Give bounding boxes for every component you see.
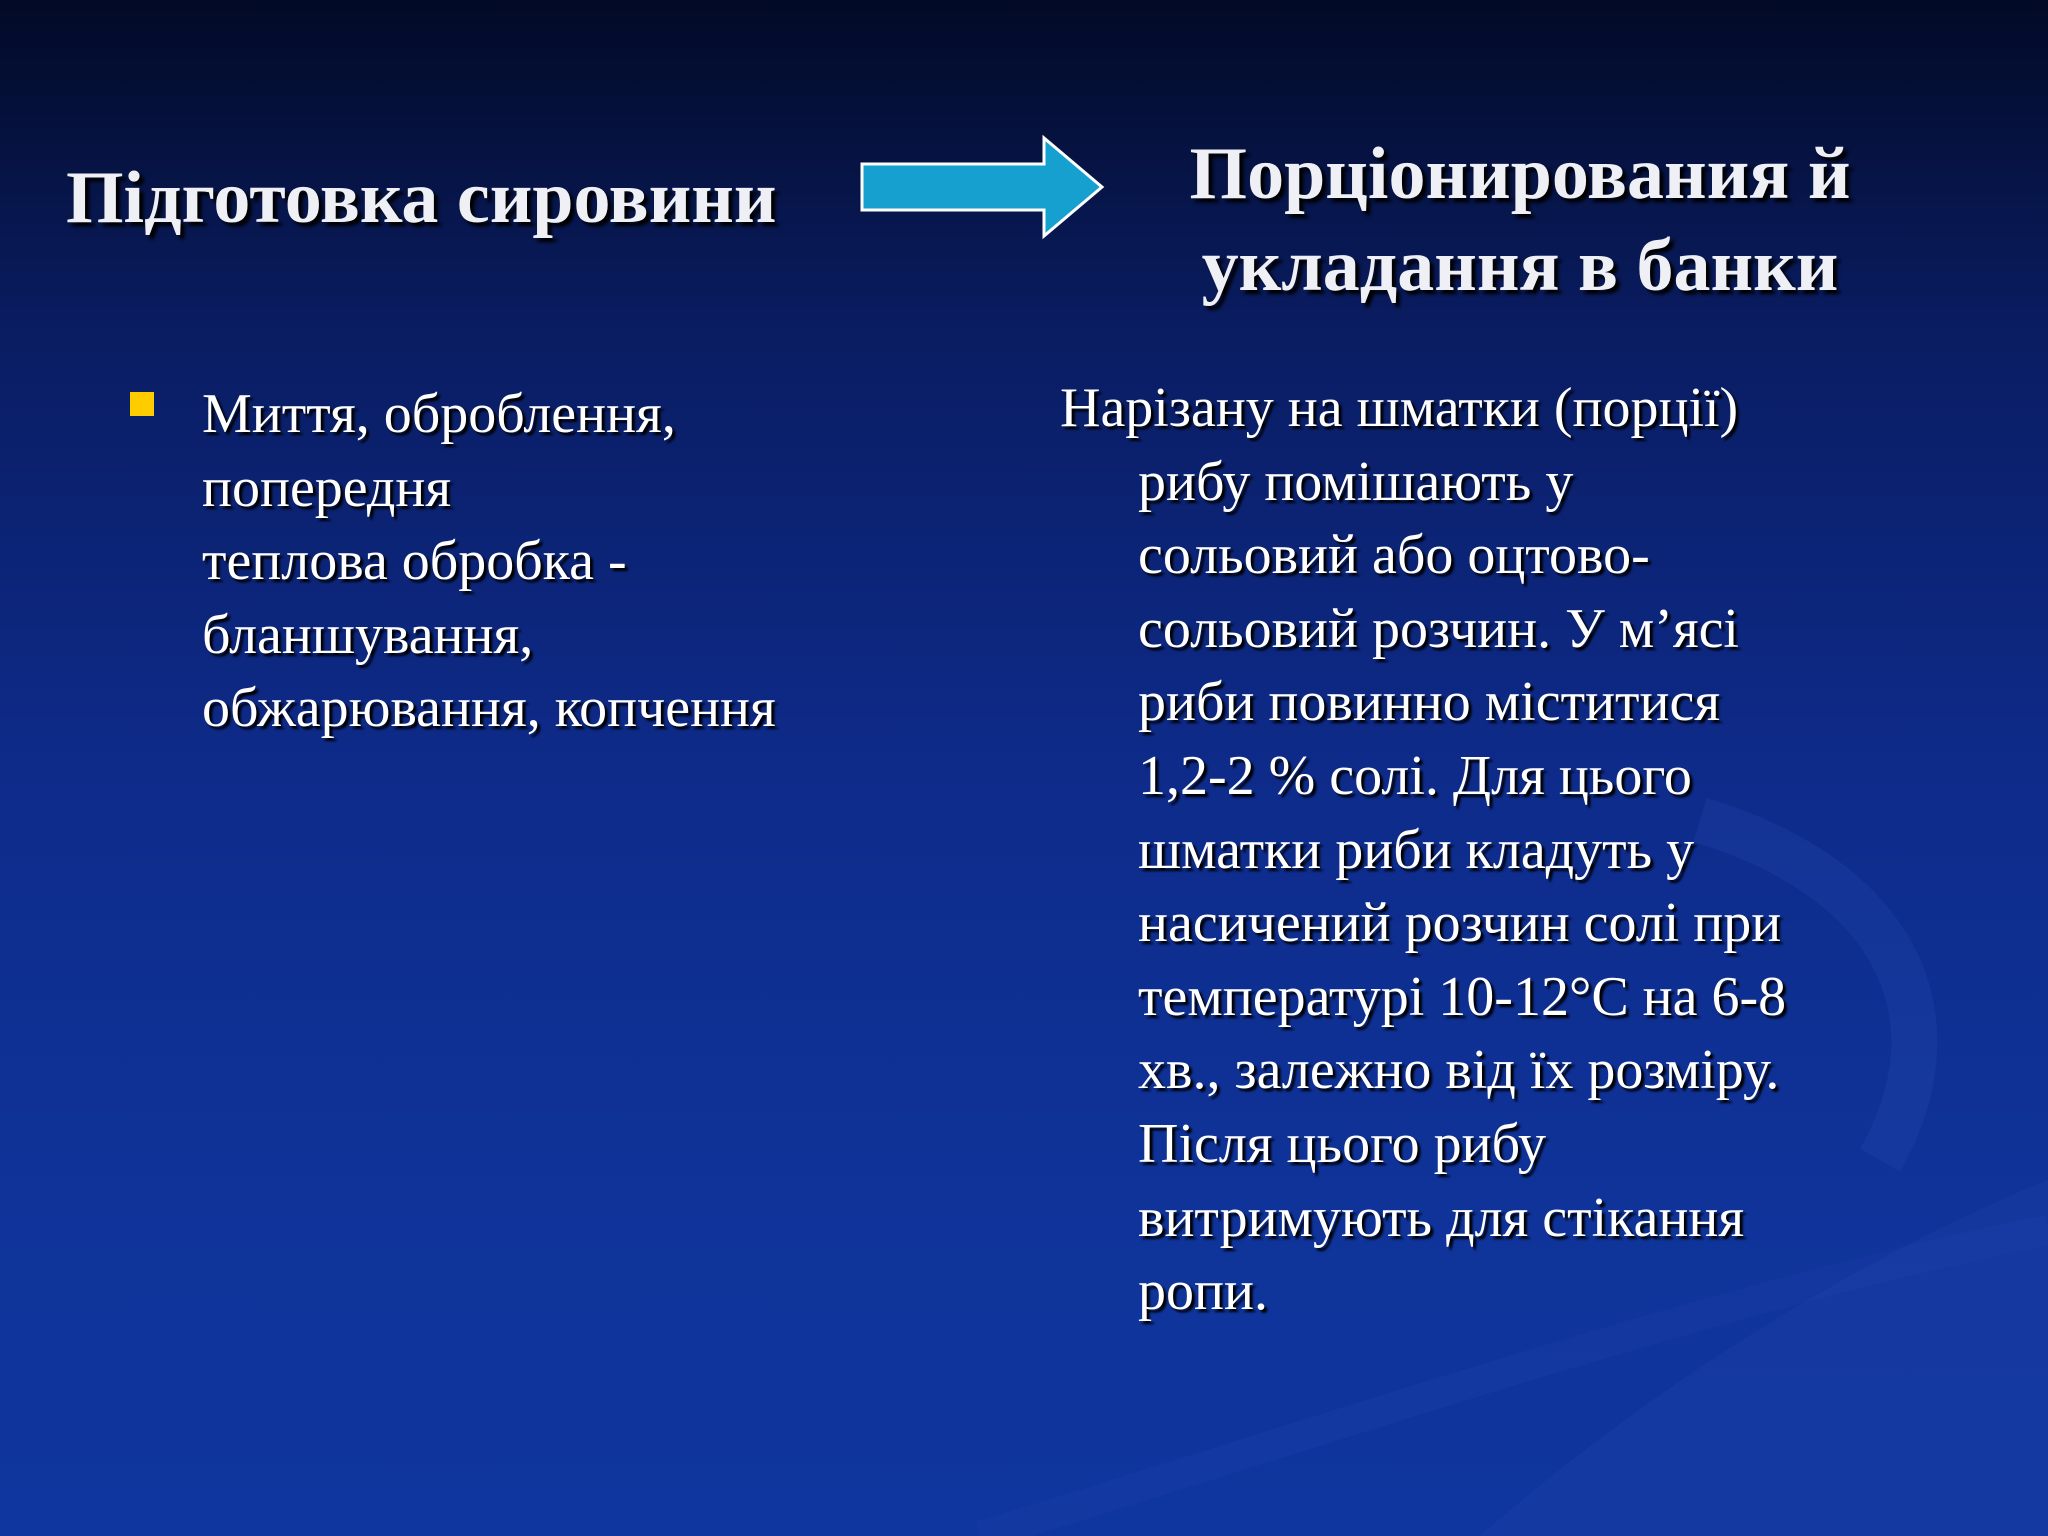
description-line: риби повинно міститися (1138, 671, 1721, 734)
description-line: рибу помішають у (1138, 450, 1574, 513)
description-line: температурі 10-12°С на 6-8 (1138, 965, 1787, 1028)
description-line: витримують для стікання (1138, 1186, 1745, 1249)
description-line: шматки риби кладуть у (1138, 818, 1695, 881)
step-two-heading-line: укладання в банки (1201, 225, 1839, 307)
description-line: ропи. (1138, 1260, 1268, 1323)
bullet-square-icon (130, 392, 154, 416)
bullet-text-line: попередня (202, 456, 452, 519)
step-two-description (1060, 372, 2020, 1329)
bullet-text-line: бланшування, (202, 603, 534, 666)
bullet-text-line: обжарювання, копчення (202, 677, 776, 739)
right-arrow-icon (858, 134, 1108, 240)
bullet-text-line: Миття, оброблення, (202, 383, 676, 445)
bullet-text-line: теплова обробка - (202, 530, 627, 592)
description-line: Після цього рибу (1138, 1112, 1546, 1175)
description-line: сольовий розчин. У м’ясі (1138, 597, 1739, 660)
description-line: Нарізану на шматки (порції) (1060, 377, 1739, 439)
description-line: хв., залежно від їх розміру. (1138, 1039, 1780, 1102)
description-line: 1,2-2 % солі. Для цього (1138, 744, 1692, 807)
step-two-heading (1100, 128, 1940, 312)
description-line: сольовий або оцтово- (1138, 524, 1650, 587)
description-line: насичений розчин солі при (1138, 892, 1782, 955)
step-two-heading-line: Порціонирования й (1189, 133, 1851, 215)
step-one-heading: Підготовка сировини (66, 157, 777, 239)
step-one-bullet-text (202, 378, 942, 746)
